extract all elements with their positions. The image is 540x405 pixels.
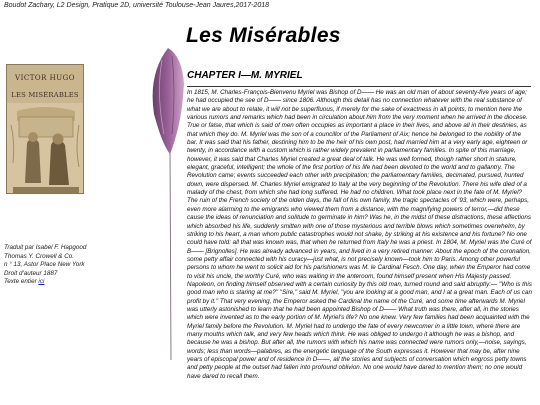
- page-title: Les Misérables: [186, 24, 341, 47]
- cover-header-band: [7, 65, 83, 107]
- address-line: n ° 13, Astor Place New York: [4, 261, 85, 269]
- publisher-line: Thomas Y. Crowell & Co.: [4, 252, 74, 260]
- cover-engraving: [7, 103, 84, 194]
- chapter-divider: [187, 86, 531, 87]
- copyright-line: Droit d'auteur 1887: [4, 269, 58, 277]
- publication-info: [4, 244, 104, 287]
- full-text-link[interactable]: ici: [38, 278, 45, 286]
- source-line: [4, 278, 104, 287]
- book-cover-illustration: [6, 64, 84, 194]
- translator-line: Traduit par Isabel F. Hapgood: [4, 244, 87, 251]
- cover-title: LES MISÉRABLES: [11, 91, 79, 99]
- chapter-heading: CHAPTER I—M. MYRIEL: [187, 70, 303, 81]
- source-label: Texte entier: [4, 278, 37, 286]
- cover-author: VICTOR HUGO: [15, 74, 75, 82]
- author-credit: Boudot Zachary, L2 Design, Pratique 2D, université Toulouse-Jean Jaures,2017-2018: [4, 2, 269, 9]
- chapter-body-text: In 1815, M. Charles-François-Bienvenu Myriel was Bishop of D—— He was an old man of about seventy-five years of age; he had occupied the see of D—— since 1806. Although this detail has no connection whatever with the real substance of what we are about to relate, it will not be superfluous, if merely for the sake of exactness in all points, to mention here the various rumors and remarks which had been in circulation about him from the very moment when he arrived in the diocese. True or false, that which is said of men often occupies as important a place in their lives, and above all in their destinies, as that which they do. M. Myriel was the son of a councillor of the Parliament of Aix; hence he belonged to the nobility of the bar. It was said that his father, destining him to be the heir of his own post, had married him at a very early age, eighteen or twenty, in accordance with a custom which is rather widely prevalent in parliamentary families. In spite of this marriage, however, it was said that Charles Myriel created a great deal of talk. He was well formed, though rather short in stature, elegant, graceful, intelligent; the whole of the first portion of his life had been devoted to the world and to gallantry. The Revolution came; events succeeded each other with precipitation; the parliamentary families, decimated, pursued, hunted down, were dispersed. M. Charles Myriel emigrated to Italy at the very beginning of the Revolution. There his wife died of a malady of the chest, from which she had long suffered. He had no children. What took place next in the fate of M. Myriel? The ruin of the French society of the olden days, the fall of his own family, the tragic spectacles of '93, which were, perhaps, even more alarming to the emigrants who viewed them from a distance, with the magnifying powers of terror,—did these cause the ideas of renunciation and solitude to germinate in him? Was he, in the midst of these distractions, these affections which absorbed his life, suddenly smitten with one of those mysterious and terrible blows which sometimes overwhelm, by striking to his heart, a man whom public catastrophes would not shake, by striking at his existence and his fortune? No one could have told: all that was known was, that when he returned from Italy he was a priest. In 1804, M. Myriel was the Curé of B—— [Brignolles]. He was already advanced in years, and lived in a very retired manner. About the epoch of the coronation, some petty affair connected with his curacy—just what, is not precisely known—took him to Paris. Among other powerful persons to whom he went to solicit aid for his parishioners was M. le Cardinal Fesch. One day, when the Emperor had come to visit his uncle, the worthy Curé, who was waiting in the anteroom, found himself present when His Majesty passed. Napoleon, on finding himself observed with a certain curiosity by this old man, turned round and said abruptly:— "Who is this good man who is staring at me?" "Sire," said M. Myriel, "you are looking at a good man, and I at a great man. Each of us can profit by it." That very evening, the Emperor asked the Cardinal the name of the Curé, and some time afterwards M. Myriel was utterly astonished to learn that he had been appointed Bishop of D—— What truth was there, after all, in the stories which were invented as to the early portion of M. Myriel's life? No one knew. Very few families had been acquainted with the Myriel family before the Revolution. M. Myriel had to undergo the fate of every newcomer in a little town, where there are many mouths which talk, and very few heads which think. He was obliged to undergo it although he was a bishop, and because he was a bishop. But after all, the rumors with which his name was connected were rumors only,—noise, sayings, words; less than words—palabres, as the energetic language of the South expresses it. However that may be, after nine years of episcopal power and of residence in D——, all the stories and subjects of conversation which engross petty towns and petty people at the outset had fallen into profound oblivion. No one would have dared to mention them; no one would have dared to recall them.: [187, 89, 532, 380]
